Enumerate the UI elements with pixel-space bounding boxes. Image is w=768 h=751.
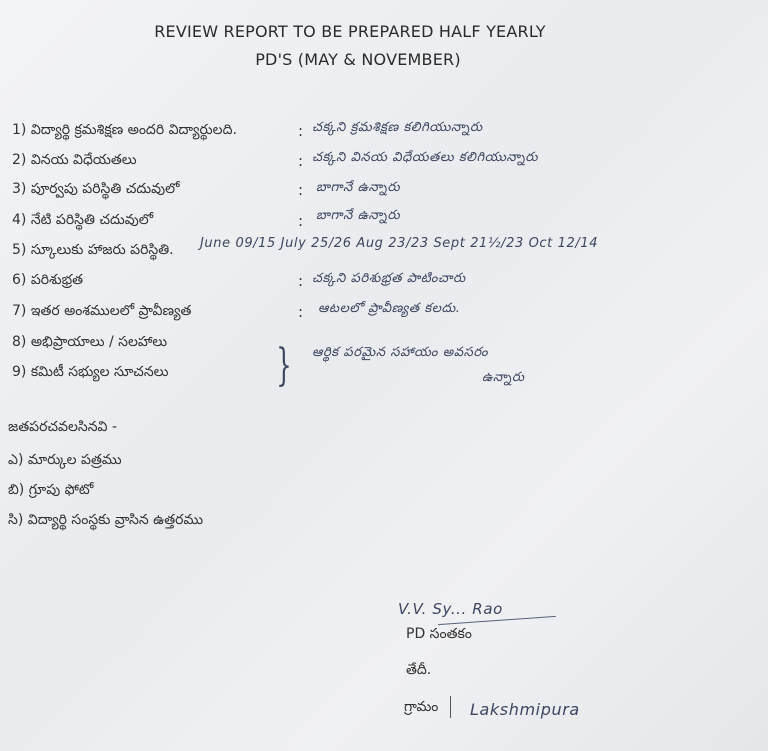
colon: : bbox=[298, 272, 304, 290]
colon: : bbox=[298, 181, 304, 199]
village-divider bbox=[450, 696, 451, 718]
item-3-answer: బాగానే ఉన్నారు bbox=[316, 180, 401, 195]
item-3-label: 3) పూర్వపు పరిస్థితి చదువులో bbox=[12, 181, 180, 197]
report-title: REVIEW REPORT TO BE PREPARED HALF YEARLY bbox=[154, 22, 546, 41]
item-2-label: 2) వినయ విధేయతలు bbox=[12, 152, 137, 168]
handwritten-signature: V.V. Sy... Rao bbox=[398, 600, 503, 618]
item-5-answer: June 09/15 July 25/26 Aug 23/23 Sept 21½/23 Oct 12/14 bbox=[200, 236, 599, 251]
items-8-9-answer-line2: ఉన్నారు bbox=[482, 370, 525, 385]
colon: : bbox=[298, 303, 304, 321]
item-2-answer: చక్కని వినయ విధేయతలు కలిగియున్నారు bbox=[312, 150, 539, 165]
village-value: Lakshmipura bbox=[470, 700, 580, 719]
date-label: తేదీ. bbox=[406, 662, 432, 678]
item-5-label: 5) స్కూలుకు హాజరు పరిస్థితి. bbox=[12, 242, 174, 258]
item-4-answer: బాగానే ఉన్నారు bbox=[316, 208, 401, 223]
brace-mark: } bbox=[276, 340, 292, 391]
item-8-label: 8) అభిప్రాయాలు / సలహాలు bbox=[12, 334, 168, 350]
item-7-answer: ఆటలలో ప్రావీణ్యత కలదు. bbox=[318, 301, 461, 316]
attachment-group-photo: బి) గ్రూపు ఫోటో bbox=[8, 482, 94, 498]
village-label: గ్రామం bbox=[404, 699, 439, 715]
report-subtitle: PD'S (MAY & NOVEMBER) bbox=[255, 50, 461, 69]
item-1-label: 1) విద్యార్థి క్రమశిక్షణ అందరి విద్యార్థులది. bbox=[12, 122, 237, 138]
colon: : bbox=[298, 152, 304, 170]
attachments-heading: జతపరచవలసినవి - bbox=[8, 419, 118, 435]
items-8-9-answer-line1: ఆర్థిక పరమైన సహాయం అవసరం bbox=[312, 345, 489, 360]
item-4-label: 4) నేటి పరిస్థితి చదువులో bbox=[12, 212, 154, 228]
item-6-label: 6) పరిశుభ్రత bbox=[12, 272, 84, 288]
attachment-marks-sheet: ఎ) మార్కుల పత్రము bbox=[8, 452, 122, 468]
item-9-label: 9) కమిటీ సభ్యుల సూచనలు bbox=[12, 364, 169, 380]
pd-signature-label: PD సంతకం bbox=[406, 626, 472, 642]
attachment-letter: సి) విద్యార్థి సంస్థకు వ్రాసిన ఉత్తరము bbox=[8, 512, 204, 528]
colon: : bbox=[298, 122, 304, 140]
item-6-answer: చక్కని పరిశుభ్రత పాటించారు bbox=[312, 271, 466, 286]
colon: : bbox=[298, 212, 304, 230]
item-7-label: 7) ఇతర అంశములలో ప్రావీణ్యత bbox=[12, 303, 192, 319]
item-1-answer: చక్కని క్రమశిక్షణ కలిగియున్నారు bbox=[312, 120, 483, 135]
